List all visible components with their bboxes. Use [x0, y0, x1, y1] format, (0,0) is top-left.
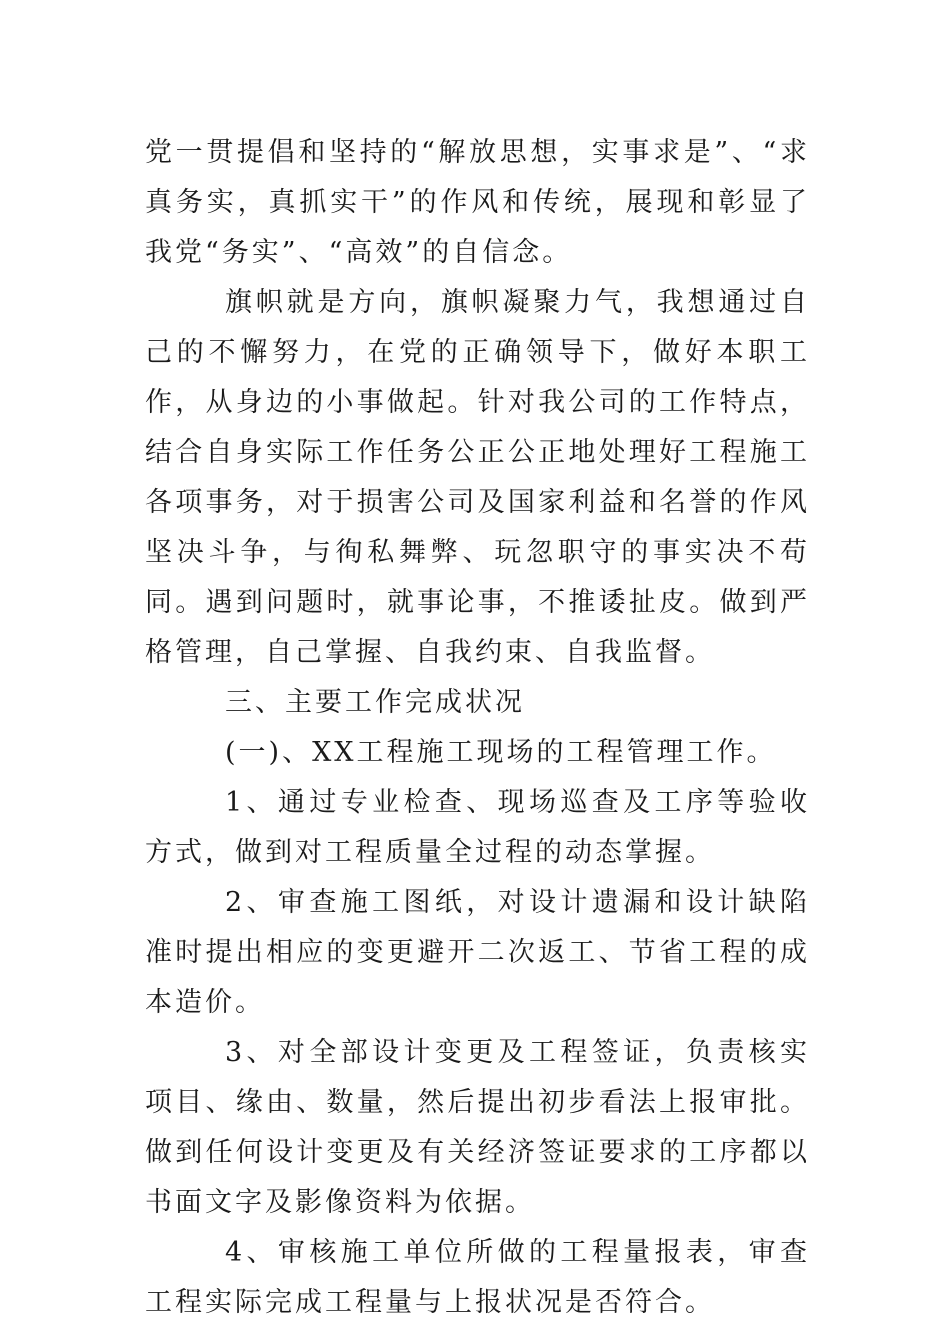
list-item-1: 1、通过专业检查、现场巡查及工序等验收方式，做到对工程质量全过程的动态掌握。	[145, 787, 810, 868]
list-item-2: 2、审查施工图纸，对设计遗漏和设计缺陷准时提出相应的变更避开二次返工、节省工程的成本造价。	[145, 887, 810, 1018]
subsection-heading-1: (一)、XX工程施工现场的工程管理工作。	[225, 737, 777, 768]
list-item-3: 3、对全部设计变更及工程签证，负责核实项目、缘由、数量，然后提出初步看法上报审批。做到任何设计变更及有关经济签证要求的工序都以书面文字及影像资料为依据。	[145, 1037, 810, 1218]
list-item-4: 4、审核施工单位所做的工程量报表，审查工程实际完成工程量与上报状况是否符合。	[145, 1237, 810, 1318]
paragraph-1: 党一贯提倡和坚持的“解放思想，实事求是”、“求真务实，真抓实干”的作风和传统，展现和彰显了我党“务实”、“高效”的自信念。	[145, 137, 810, 268]
document-body	[145, 128, 810, 1328]
paragraph-2: 旗帜就是方向，旗帜凝聚力气，我想通过自己的不懈努力，在党的正确领导下，做好本职工作，从身边的小事做起。针对我公司的工作特点，结合自身实际工作任务公正公正地处理好工程施工各项事务，对于损害公司及国家利益和名誉的作风坚决斗争，与徇私舞弊、玩忽职守的事实决不苟同。遇到问题时，就事论事，不推诿扯皮。做到严格管理，自己掌握、自我约束、自我监督。	[145, 287, 810, 668]
section-heading-3: 三、主要工作完成状况	[225, 687, 525, 718]
